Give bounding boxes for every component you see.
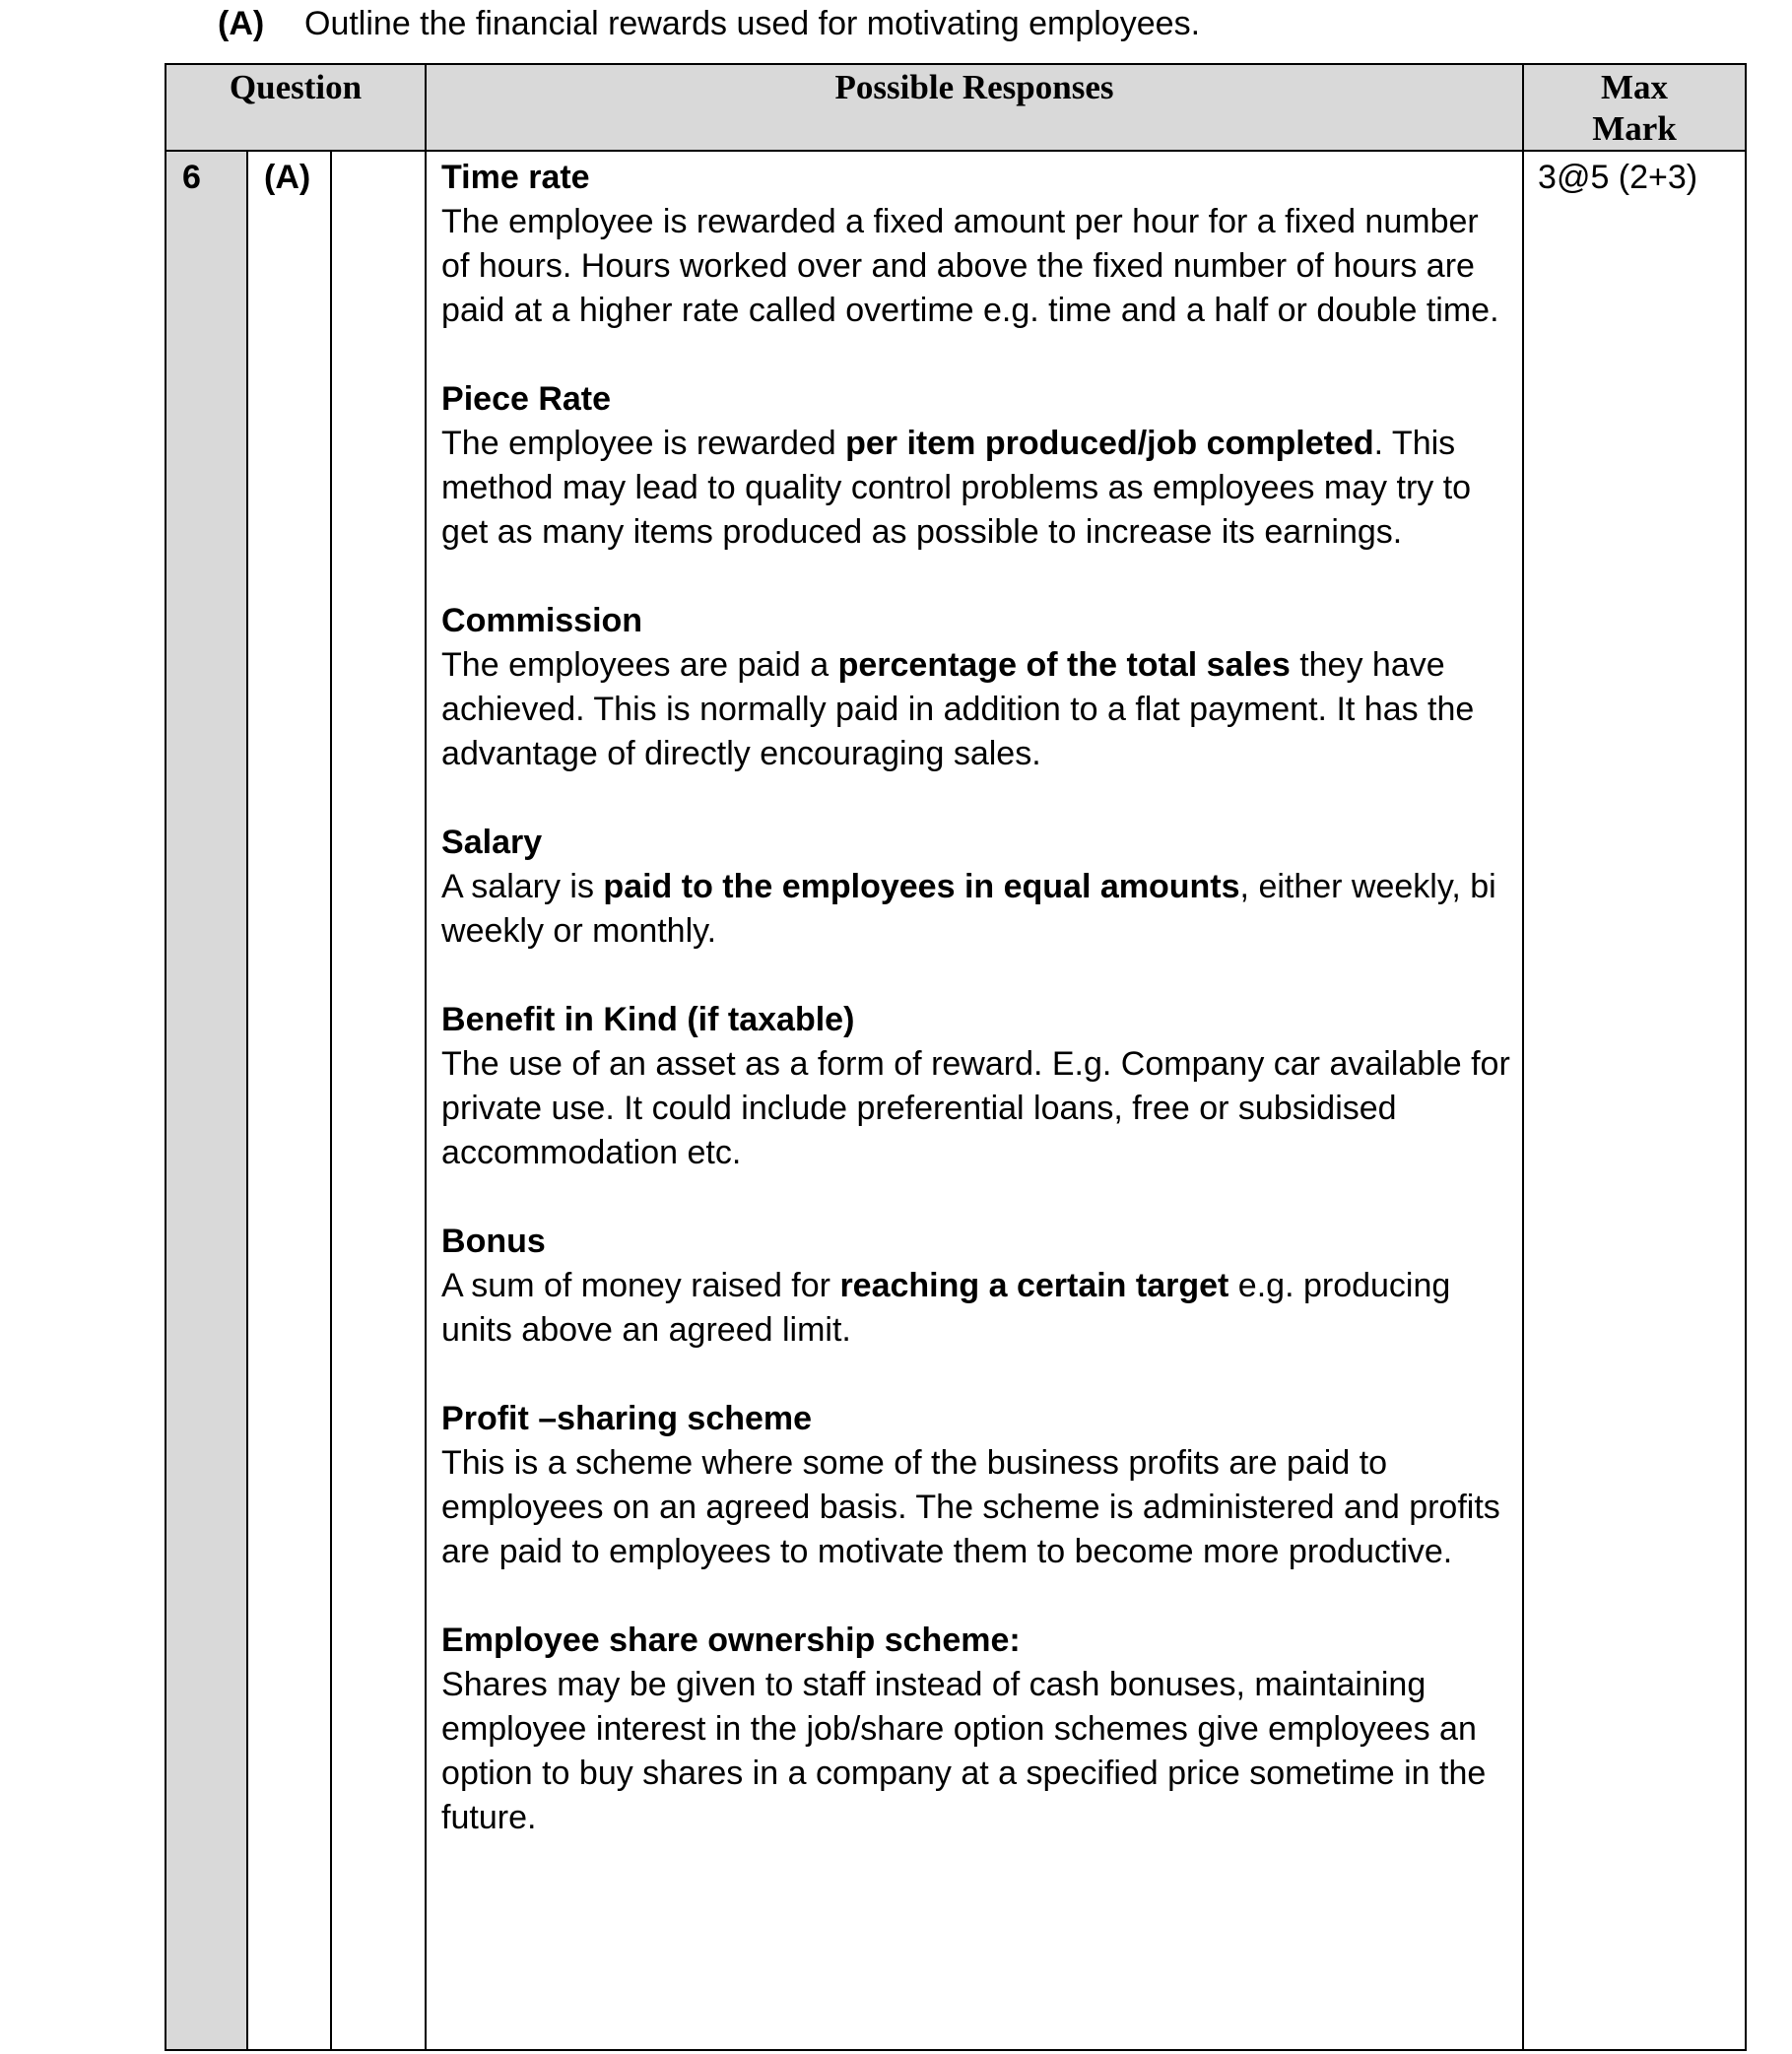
item-title: Benefit in Kind (if taxable): [441, 1001, 855, 1038]
marking-scheme-table: [165, 63, 1747, 2051]
item-title: Employee share ownership scheme:: [441, 1622, 1021, 1659]
response-item-salary: [441, 821, 1512, 954]
sub-part-cell: [331, 151, 426, 2050]
item-title: Piece Rate: [441, 380, 612, 418]
item-body: The employee is rewarded a fixed amount per hour for a fixed number of hours. Hours worked over and above the fixed number of hours are paid at a higher rate called overtime e.g. time and a half or double time.: [441, 203, 1499, 329]
response-item-time-rate: [441, 156, 1512, 333]
item-body: The use of an asset as a form of reward. E.g. Company car available for private use. It could include preferential loans, free or subsidised accommodation etc.: [441, 1045, 1510, 1171]
question-part: (A): [247, 151, 331, 2050]
question-line: [218, 2, 1200, 45]
question-text: Outline the financial rewards used for motivating employees.: [304, 5, 1201, 42]
header-mark: Mark: [1592, 109, 1677, 148]
item-body: This is a scheme where some of the business profits are paid to employees on an agreed basis. The scheme is administered and profits are paid to employees to motivate them to become more productive.: [441, 1444, 1500, 1570]
item-title: Profit –sharing scheme: [441, 1400, 813, 1437]
header-max: Max: [1601, 68, 1669, 106]
header-possible-responses: Possible Responses: [426, 64, 1523, 151]
item-title: Bonus: [441, 1223, 546, 1260]
question-label: (A): [218, 5, 265, 42]
answer-row: [166, 151, 1746, 2050]
header-question: Question: [166, 64, 426, 151]
item-body: A sum of money raised for reaching a certain target e.g. producing units above an agreed limit.: [441, 1267, 1451, 1349]
response-item-piece-rate: [441, 377, 1512, 555]
response-item-benefit-in-kind: [441, 998, 1512, 1175]
response-item-profit-sharing: [441, 1397, 1512, 1574]
question-number: 6: [166, 151, 247, 2050]
header-row: [166, 64, 1746, 151]
item-body: The employees are paid a percentage of the total sales they have achieved. This is normally paid in addition to a flat payment. It has the advantage of directly encouraging sales.: [441, 646, 1475, 772]
response-item-commission: [441, 599, 1512, 776]
item-body: Shares may be given to staff instead of cash bonuses, maintaining employee interest in the job/share option schemes give employees an option to buy shares in a company at a specified price sometime in the future.: [441, 1666, 1487, 1836]
item-body: A salary is paid to the employees in equal amounts, either weekly, bi weekly or monthly.: [441, 868, 1496, 950]
item-title: Salary: [441, 824, 543, 861]
item-body: The employee is rewarded per item produced/job completed. This method may lead to quality control problems as employees may try to get as many items produced as possible to increase its earnings.: [441, 425, 1472, 551]
item-title: Commission: [441, 602, 643, 639]
response-item-bonus: [441, 1220, 1512, 1353]
max-mark-value: 3@5 (2+3): [1523, 151, 1746, 2050]
item-title: Time rate: [441, 159, 590, 196]
responses-cell: [426, 151, 1523, 2050]
response-item-share-ownership: [441, 1619, 1512, 1840]
header-max-mark: [1523, 64, 1746, 151]
